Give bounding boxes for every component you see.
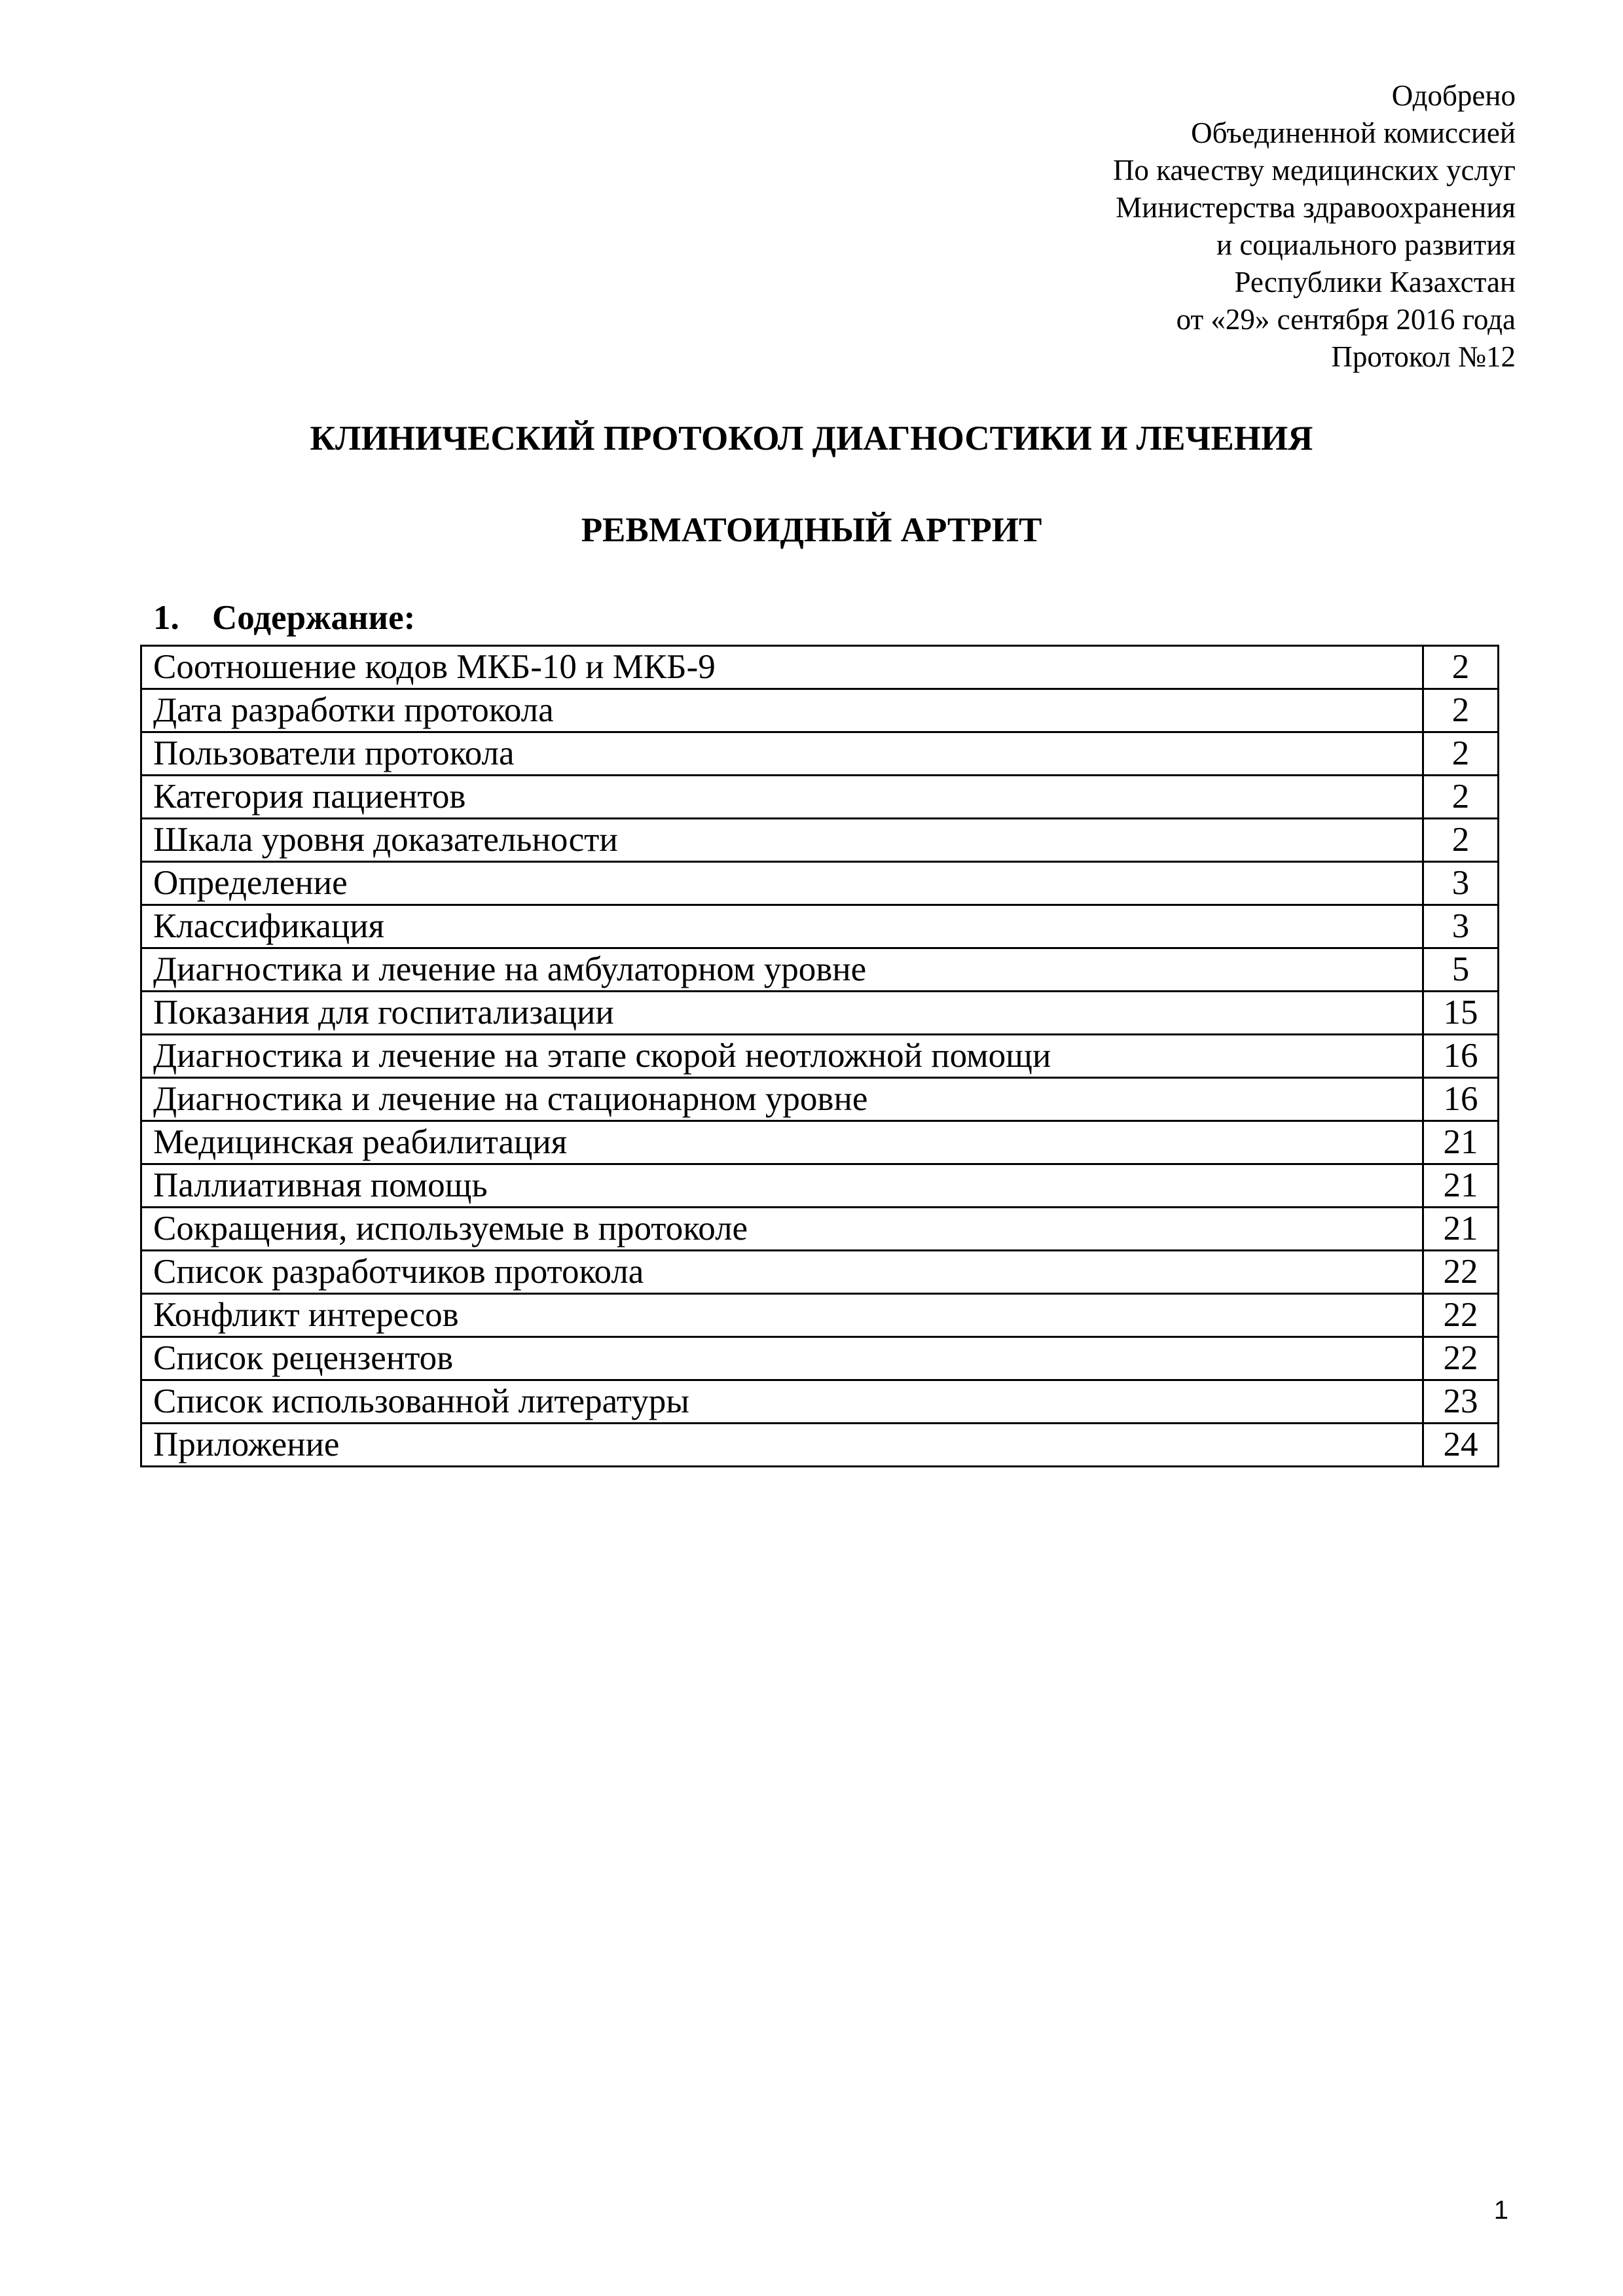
toc-entry-page: 2 [1423,732,1499,776]
toc-entry-title: Классификация [141,905,1423,948]
toc-entry-page: 21 [1423,1208,1499,1251]
table-row [141,776,1499,819]
toc-entry-title: Шкала уровня доказательности [141,819,1423,862]
contents-heading-number: 1. [153,599,179,637]
toc-entry-page: 2 [1423,819,1499,862]
toc-entry-page: 24 [1423,1424,1499,1467]
toc-entry-page: 21 [1423,1164,1499,1208]
toc-entry-title: Соотношение кодов МКБ-10 и МКБ-9 [141,646,1423,689]
table-row [141,689,1499,732]
table-row [141,992,1499,1035]
toc-entry-title: Определение [141,862,1423,905]
toc-entry-page: 22 [1423,1337,1499,1380]
toc-entry-title: Конфликт интересов [141,1294,1423,1337]
table-row [141,1251,1499,1294]
approval-line: По качеству медицинских услуг [1112,154,1516,187]
toc-entry-page: 22 [1423,1251,1499,1294]
contents-heading [153,598,415,637]
table-row [141,732,1499,776]
approval-line: и социального развития [1216,228,1516,261]
toc-entry-page: 3 [1423,905,1499,948]
toc-entry-page: 22 [1423,1294,1499,1337]
approval-line: Одобрено [1391,79,1516,112]
table-row [141,1035,1499,1078]
toc-entry-title: Приложение [141,1424,1423,1467]
approval-line: Протокол №12 [1331,340,1516,373]
approval-line: Объединенной комиссией [1191,117,1516,149]
toc-entry-page: 23 [1423,1380,1499,1424]
toc-entry-page: 2 [1423,776,1499,819]
table-row [141,905,1499,948]
toc-entry-title: Список использованной литературы [141,1380,1423,1424]
table-row [141,862,1499,905]
table-row [141,1208,1499,1251]
toc-entry-title: Список разработчиков протокола [141,1251,1423,1294]
table-row [141,1424,1499,1467]
toc-entry-page: 21 [1423,1121,1499,1164]
toc-entry-title: Диагностика и лечение на этапе скорой неотложной помощи [141,1035,1423,1078]
table-row [141,1337,1499,1380]
toc-entry-page: 16 [1423,1078,1499,1121]
table-row [141,1121,1499,1164]
toc-entry-page: 2 [1423,689,1499,732]
approval-line: Республики Казахстан [1234,266,1516,298]
toc-entry-page: 3 [1423,862,1499,905]
toc-entry-title: Пользователи протокола [141,732,1423,776]
table-row [141,646,1499,689]
contents-heading-text: Содержание: [212,599,416,637]
document-subtitle: РЕВМАТОИДНЫЙ АРТРИТ [581,511,1042,549]
toc-entry-title: Диагностика и лечение на амбулаторном уровне [141,948,1423,992]
toc-entry-title: Диагностика и лечение на стационарном уровне [141,1078,1423,1121]
toc-entry-page: 5 [1423,948,1499,992]
toc-entry-page: 16 [1423,1035,1499,1078]
page-number: 1 [1493,2196,1508,2225]
toc-entry-title: Дата разработки протокола [141,689,1423,732]
table-row [141,1380,1499,1424]
contents-table [140,645,1499,1467]
toc-entry-page: 2 [1423,646,1499,689]
toc-entry-title: Паллиативная помощь [141,1164,1423,1208]
table-row [141,1164,1499,1208]
table-row [141,1078,1499,1121]
approval-block [1113,77,1516,376]
approval-line: от «29» сентября 2016 года [1176,303,1516,336]
toc-entry-title: Медицинская реабилитация [141,1121,1423,1164]
toc-entry-title: Категория пациентов [141,776,1423,819]
document-title: КЛИНИЧЕСКИЙ ПРОТОКОЛ ДИАГНОСТИКИ И ЛЕЧЕНИЯ [310,420,1313,457]
table-row [141,948,1499,992]
toc-entry-title: Список рецензентов [141,1337,1423,1380]
toc-entry-title: Сокращения, используемые в протоколе [141,1208,1423,1251]
toc-entry-page: 15 [1423,992,1499,1035]
table-row [141,819,1499,862]
table-row [141,1294,1499,1337]
approval-line: Министерства здравоохранения [1116,191,1516,224]
toc-entry-title: Показания для госпитализации [141,992,1423,1035]
